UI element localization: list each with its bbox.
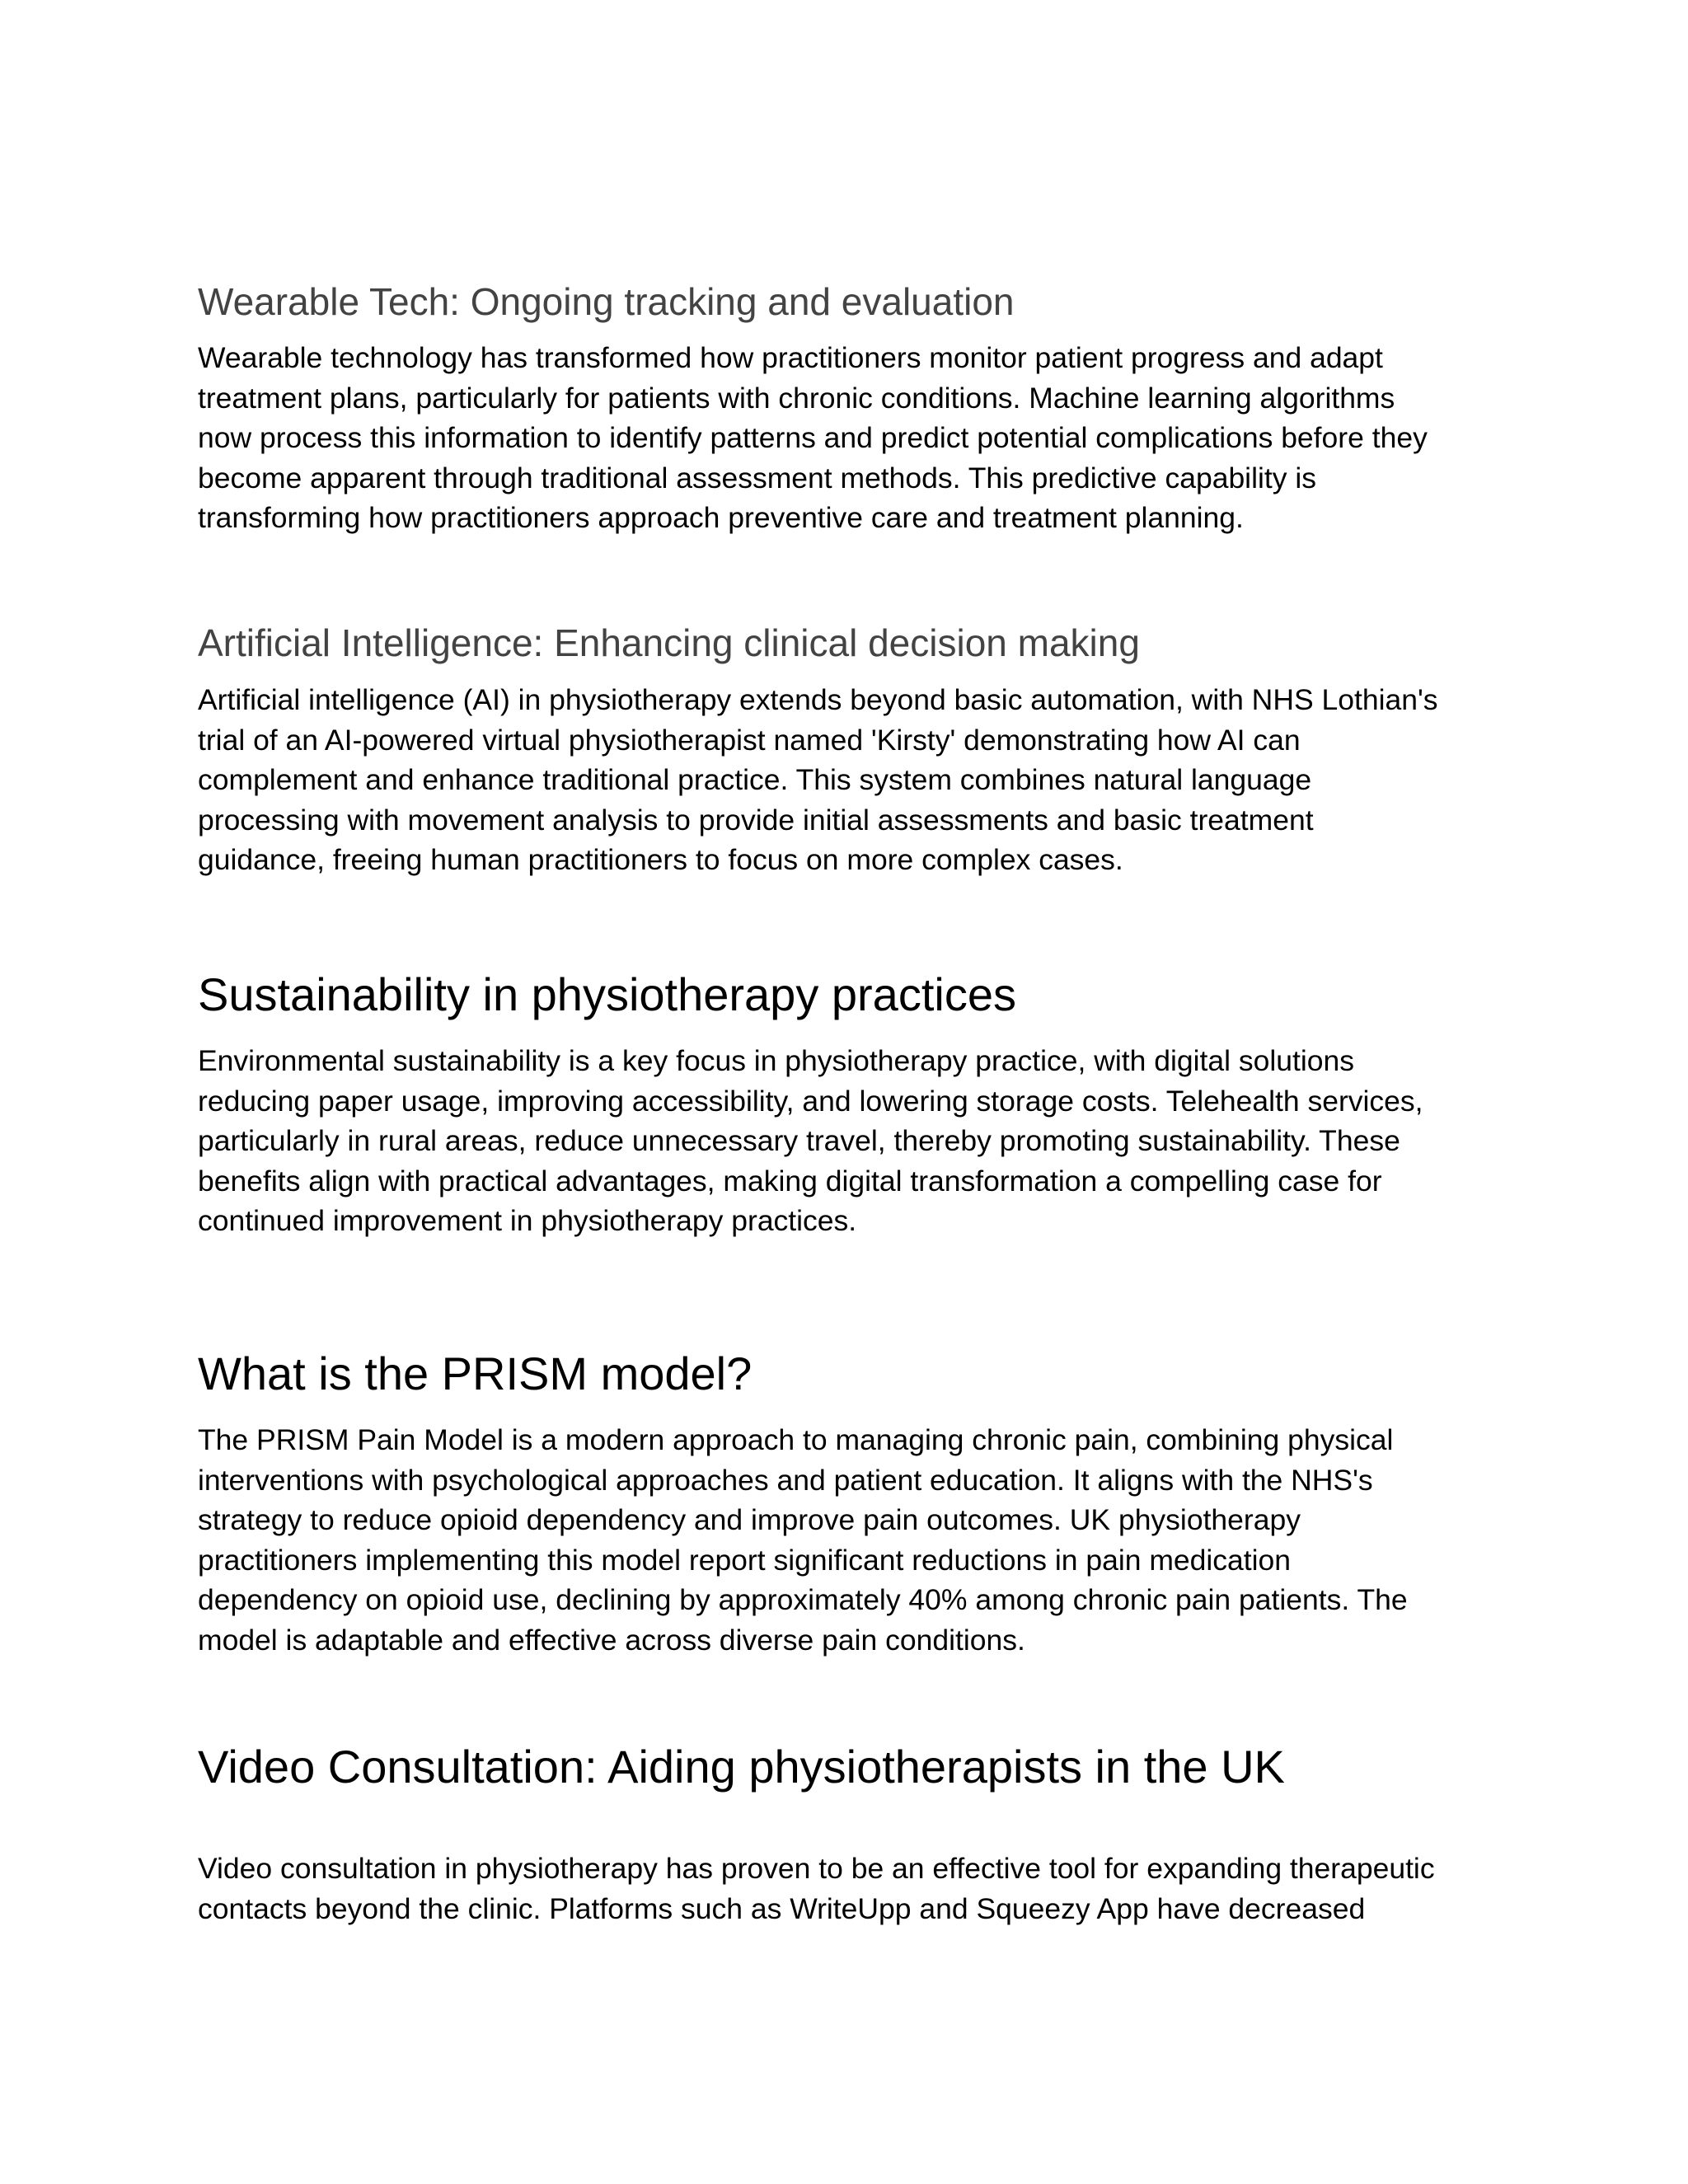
body-line: strategy to reduce opioid dependency and improve pain outcomes. UK physiotherapy [198, 1503, 1301, 1536]
body-line: Wearable technology has transformed how practitioners monitor patient progress and adapt [198, 341, 1383, 374]
body-line: treatment plans, particularly for patients with chronic conditions. Machine learning algorithms [198, 381, 1395, 415]
body-line: Environmental sustainability is a key focus in physiotherapy practice, with digital solutions [198, 1044, 1354, 1077]
section-heading-artificial-intelligence: Artificial Intelligence: Enhancing clinical decision making [198, 621, 1140, 664]
body-line: The PRISM Pain Model is a modern approach to managing chronic pain, combining physical [198, 1423, 1394, 1456]
body-line: Artificial intelligence (AI) in physiotherapy extends beyond basic automation, with NHS Lothian's [198, 683, 1438, 716]
body-line: particularly in rural areas, reduce unnecessary travel, thereby promoting sustainability. These [198, 1124, 1400, 1157]
section-body-sustainability [198, 1041, 1517, 1241]
section-body-artificial-intelligence [198, 680, 1517, 880]
section-body-video-consultation [198, 1849, 1517, 1929]
body-line: continued improvement in physiotherapy practices. [198, 1204, 857, 1237]
body-line: guidance, freeing human practitioners to focus on more complex cases. [198, 843, 1123, 876]
body-line: practitioners implementing this model report significant reductions in pain medication [198, 1543, 1291, 1577]
body-line: transforming how practitioners approach preventive care and treatment planning. [198, 501, 1244, 534]
body-line: benefits align with practical advantages, making digital transformation a compelling case for [198, 1164, 1382, 1197]
section-body-wearable-tech [198, 338, 1517, 538]
body-line: interventions with psychological approaches and patient education. It aligns with the NHS's [198, 1463, 1373, 1497]
body-line: processing with movement analysis to provide initial assessments and basic treatment [198, 803, 1314, 837]
section-heading-video-consultation: Video Consultation: Aiding physiotherapists in the UK [198, 1741, 1285, 1793]
body-line: reducing paper usage, improving accessibility, and lowering storage costs. Telehealth services, [198, 1084, 1423, 1118]
section-heading-sustainability: Sustainability in physiotherapy practices [198, 968, 1016, 1020]
body-line: become apparent through traditional assessment methods. This predictive capability is [198, 461, 1316, 494]
section-heading-prism-model: What is the PRISM model? [198, 1347, 753, 1399]
body-line: contacts beyond the clinic. Platforms such as WriteUpp and Squeezy App have decreased [198, 1891, 1366, 1925]
body-line: dependency on opioid use, declining by approximately 40% among chronic pain patients. The [198, 1583, 1408, 1616]
section-heading-wearable-tech: Wearable Tech: Ongoing tracking and evaluation [198, 280, 1015, 323]
body-line: complement and enhance traditional practice. This system combines natural language [198, 763, 1312, 796]
body-line: trial of an AI-powered virtual physiotherapist named 'Kirsty' demonstrating how AI can [198, 723, 1301, 757]
body-line: now process this information to identify patterns and predict potential complications before they [198, 421, 1428, 454]
section-body-prism-model [198, 1420, 1517, 1660]
body-line: Video consultation in physiotherapy has proven to be an effective tool for expanding therapeutic [198, 1852, 1435, 1885]
body-line: model is adaptable and effective across diverse pain conditions. [198, 1623, 1025, 1657]
